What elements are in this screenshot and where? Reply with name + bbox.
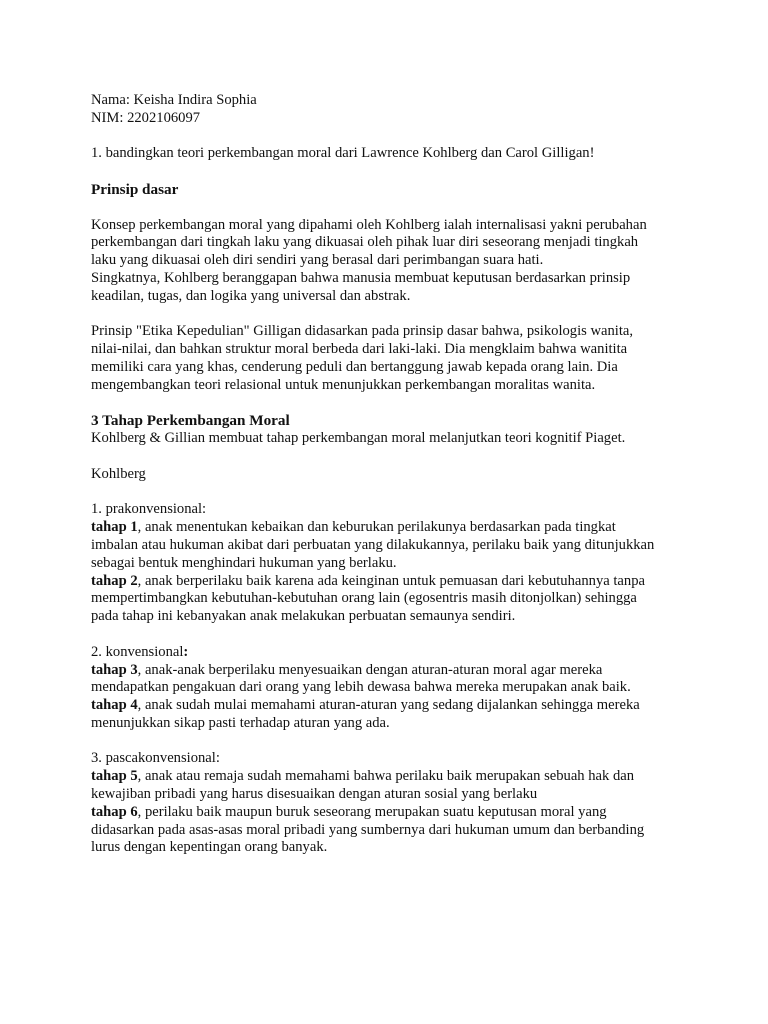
level-title-text: 1. prakonvensional:: [91, 501, 207, 518]
question-text: 1. bandingkan teori perkembangan moral dari Lawrence Kohlberg dan Carol Gilligan!: [91, 145, 595, 162]
stage-line: didasarkan pada asas-asas moral pribadi yang sumbernya dari hukuman umum dan berbanding: [91, 821, 645, 838]
paragraph-line: mengembangkan teori relasional untuk menunjukkan perkembangan moralitas wanita.: [91, 376, 596, 393]
student-nim: NIM: 2202106097: [91, 109, 201, 126]
subject-kohlberg: Kohlberg: [91, 465, 146, 482]
stage-line: , anak menentukan kebaikan dan keburukan perilakunya berdasarkan pada tingkat: [137, 519, 616, 536]
paragraph-line: keadilan, tugas, dan logika yang universal dan abstrak.: [91, 287, 411, 304]
stage-line: , anak atau remaja sudah memahami bahwa perilaku baik merupakan sebuah hak dan: [137, 768, 635, 785]
paragraph-line: Konsep perkembangan moral yang dipahami oleh Kohlberg ialah internalisasi yakni perubahan: [91, 216, 647, 233]
stage-line: sebagai bentuk menghindari hukuman yang berlaku.: [91, 554, 397, 571]
stage-line: kewajiban pribadi yang harus disesuaikan dengan aturan sosial yang berlaku: [91, 786, 538, 803]
stage-label: tahap 6: [91, 803, 138, 820]
stage-line: mendapatkan pengakuan dari orang yang lebih dewasa bahwa mereka merupakan anak baik.: [91, 679, 631, 696]
stage-line: imbalan atau hukuman akibat dari perbuatan yang dilakukannya, perilaku baik yang ditunjukkan: [91, 536, 655, 553]
level-title: [91, 750, 701, 768]
stage-line: , anak berperilaku baik karena ada keinginan untuk pemuasan dari kebutuhannya tanpa: [137, 572, 645, 589]
stage-label: tahap 5: [91, 768, 138, 785]
stage-line: lurus dengan kepentingan orang banyak.: [91, 839, 328, 856]
stage-label: tahap 3: [91, 661, 138, 678]
stage-line: pada tahap ini kebanyakan anak melakukan perbuatan semaunya sendiri.: [91, 608, 516, 625]
stage-line: , perilaku baik maupun buruk seseorang merupakan suatu keputusan moral yang: [137, 803, 607, 820]
stage-label: tahap 1: [91, 519, 138, 536]
level-title-text: 2. konvensional: [91, 643, 184, 660]
stage-paragraph: [91, 573, 701, 626]
paragraph-line: Prinsip "Etika Kepedulian" Gilligan didasarkan pada prinsip dasar bahwa, psikologis wanita,: [91, 323, 634, 340]
paragraph-line: laku yang dikuasai oleh diri sendiri yang berasal dari perimbangan suara hati.: [91, 252, 544, 269]
stages-intro: Kohlberg & Gillian membuat tahap perkembangan moral melanjutkan teori kognitif Piaget.: [91, 430, 626, 447]
stage-label: tahap 4: [91, 697, 138, 714]
level-title: [91, 501, 701, 519]
level-title-suffix: :: [183, 643, 189, 660]
stage-line: , anak sudah mulai memahami aturan-aturan yang sedang dijalankan sehingga mereka: [137, 697, 640, 714]
stage-paragraph: [91, 768, 701, 804]
level-title: [91, 644, 701, 662]
stage-line: menunjukkan sikap pasti terhadap aturan yang ada.: [91, 714, 390, 731]
paragraph-line: nilai-nilai, dan bahkan struktur moral berbeda dari laki-laki. Dia mengklaim bahwa wanitita: [91, 341, 628, 358]
stage-label: tahap 2: [91, 572, 138, 589]
stage-line: mempertimbangkan kebutuhan-kebutuhan orang lain (egosentris masih ditonjolkan) sehingga: [91, 590, 637, 607]
paragraph-line: perkembangan dari tingkah laku yang dikuasai oleh pihak luar diri seseorang menjadi tingkah: [91, 234, 639, 251]
stage-paragraph: [91, 662, 701, 698]
stage-line: , anak-anak berperilaku menyesuaikan dengan aturan-aturan moral agar mereka: [137, 661, 603, 678]
stage-paragraph: [91, 519, 701, 572]
paragraph-line: memiliki cara yang khas, cenderung peduli dan bertanggung jawab kepada orang lain. Dia: [91, 358, 618, 375]
student-name: Nama: Keisha Indira Sophia: [91, 92, 257, 108]
gilligan-principle-paragraph: [91, 323, 701, 394]
stage-paragraph: [91, 804, 701, 857]
heading-prinsip-dasar: Prinsip dasar: [91, 180, 179, 198]
stage-paragraph: [91, 697, 701, 733]
kohlberg-principle-paragraph: [91, 217, 701, 306]
document-body: [91, 92, 701, 857]
paragraph-line: Singkatnya, Kohlberg beranggapan bahwa manusia membuat keputusan berdasarkan prinsip: [91, 269, 631, 286]
heading-tahap-perkembangan: 3 Tahap Perkembangan Moral: [91, 412, 290, 430]
level-title-text: 3. pascakonvensional:: [91, 750, 220, 767]
